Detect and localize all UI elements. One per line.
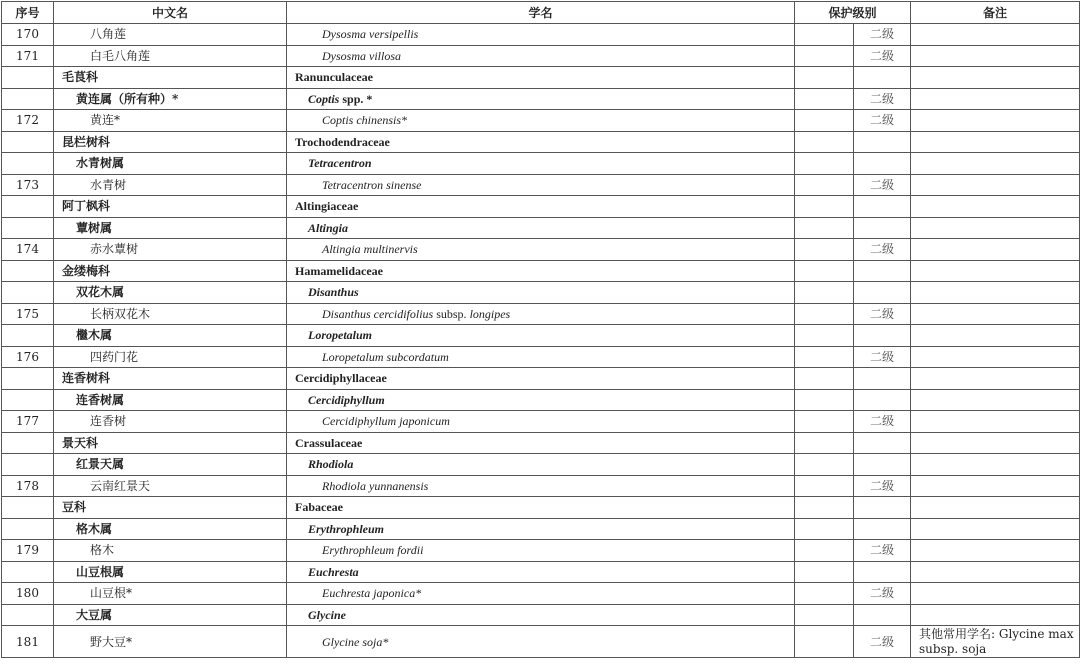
protection-level-2 <box>854 282 911 304</box>
chinese-name: 赤水蕈树 <box>54 239 287 261</box>
protection-level-1 <box>795 174 854 196</box>
protection-level-1 <box>795 432 854 454</box>
protection-level-1 <box>795 475 854 497</box>
header-protection-level: 保护级别 <box>795 2 911 24</box>
protection-level-2: 二级 <box>854 88 911 110</box>
row-number <box>2 325 54 347</box>
protection-level-1 <box>795 604 854 626</box>
chinese-name: 连香树科 <box>54 368 287 390</box>
protection-level-2 <box>854 454 911 476</box>
scientific-name-text: Hamamelidaceae <box>295 263 383 278</box>
protection-level-2: 二级 <box>854 174 911 196</box>
row-number <box>2 88 54 110</box>
chinese-name: 八角莲 <box>54 24 287 46</box>
table-row <box>2 88 1080 110</box>
remarks <box>911 239 1080 261</box>
row-number: 174 <box>2 239 54 261</box>
protection-level-2 <box>854 260 911 282</box>
row-number: 172 <box>2 110 54 132</box>
scientific-name-text: Trochodendraceae <box>295 134 390 149</box>
header-chinese-name: 中文名 <box>54 2 287 24</box>
row-number <box>2 454 54 476</box>
remarks <box>911 389 1080 411</box>
scientific-name-suffix: spp. * <box>339 91 373 106</box>
scientific-name-text: Cercidiphyllum <box>308 392 385 407</box>
protection-level-2: 二级 <box>854 626 911 658</box>
scientific-name-text: Crassulaceae <box>295 435 363 450</box>
scientific-name-text: Loropetalum <box>308 328 373 343</box>
protection-level-2 <box>854 497 911 519</box>
row-number <box>2 217 54 239</box>
table-row <box>2 174 1080 196</box>
remarks <box>911 217 1080 239</box>
table-row <box>2 497 1080 519</box>
remarks <box>911 518 1080 540</box>
scientific-name <box>287 389 795 411</box>
scientific-name <box>287 604 795 626</box>
scientific-name-text: Glycine <box>308 607 346 622</box>
table-row <box>2 239 1080 261</box>
row-number <box>2 497 54 519</box>
table-row <box>2 153 1080 175</box>
chinese-name: 蕈树属 <box>54 217 287 239</box>
scientific-name-text: Euchresta <box>308 564 359 579</box>
scientific-name-text: Cercidiphyllum japonicum <box>322 414 450 429</box>
chinese-name: 山豆根属 <box>54 561 287 583</box>
chinese-name: 水青树 <box>54 174 287 196</box>
remarks <box>911 540 1080 562</box>
table-row <box>2 583 1080 605</box>
table-row <box>2 217 1080 239</box>
table-row <box>2 475 1080 497</box>
protection-level-2 <box>854 325 911 347</box>
remarks <box>911 260 1080 282</box>
protection-level-2 <box>854 561 911 583</box>
table-row <box>2 454 1080 476</box>
table-row <box>2 110 1080 132</box>
remarks <box>911 346 1080 368</box>
chinese-name: 檵木属 <box>54 325 287 347</box>
protection-level-1 <box>795 454 854 476</box>
table-row <box>2 540 1080 562</box>
remarks <box>911 432 1080 454</box>
table-row <box>2 518 1080 540</box>
table-row <box>2 368 1080 390</box>
row-number <box>2 604 54 626</box>
protection-level-2: 二级 <box>854 583 911 605</box>
scientific-name-text: Dysosma versipellis <box>322 27 419 42</box>
table-row <box>2 325 1080 347</box>
chinese-name: 白毛八角莲 <box>54 45 287 67</box>
protection-level-1 <box>795 217 854 239</box>
protection-level-1 <box>795 411 854 433</box>
scientific-name-text: Disanthus <box>308 285 359 300</box>
scientific-name-infraspecific: longipes <box>469 306 511 321</box>
scientific-name-text: Altingia <box>308 220 349 235</box>
protection-level-2 <box>854 604 911 626</box>
scientific-name-text: Tetracentron sinense <box>322 177 422 192</box>
header-remarks: 备注 <box>911 2 1080 24</box>
protection-level-2 <box>854 153 911 175</box>
table-row <box>2 45 1080 67</box>
remarks <box>911 454 1080 476</box>
row-number <box>2 260 54 282</box>
scientific-name-text: Euchresta japonica* <box>322 586 422 601</box>
protection-level-1 <box>795 239 854 261</box>
chinese-name: 连香树 <box>54 411 287 433</box>
row-number: 173 <box>2 174 54 196</box>
protection-level-2: 二级 <box>854 110 911 132</box>
table-row <box>2 561 1080 583</box>
remarks <box>911 45 1080 67</box>
scientific-name-text: Erythrophleum <box>308 521 385 536</box>
protection-level-2: 二级 <box>854 45 911 67</box>
row-number <box>2 131 54 153</box>
chinese-name: 景天科 <box>54 432 287 454</box>
protection-level-1 <box>795 303 854 325</box>
protection-level-2: 二级 <box>854 475 911 497</box>
row-number <box>2 196 54 218</box>
protection-level-1 <box>795 153 854 175</box>
chinese-name: 格木属 <box>54 518 287 540</box>
remarks <box>911 561 1080 583</box>
protection-level-2 <box>854 518 911 540</box>
protection-level-1 <box>795 518 854 540</box>
scientific-name <box>287 24 795 46</box>
remarks <box>911 24 1080 46</box>
remarks <box>911 583 1080 605</box>
row-number: 175 <box>2 303 54 325</box>
remarks <box>911 604 1080 626</box>
scientific-name-text: Rhodiola <box>308 457 354 472</box>
scientific-name-text: Coptis chinensis* <box>322 113 408 128</box>
chinese-name: 红景天属 <box>54 454 287 476</box>
chinese-name: 金缕梅科 <box>54 260 287 282</box>
scientific-name <box>287 454 795 476</box>
scientific-name-text: Cercidiphyllaceae <box>295 371 387 386</box>
scientific-name <box>287 110 795 132</box>
protection-level-1 <box>795 389 854 411</box>
scientific-name-text: Ranunculaceae <box>295 70 373 85</box>
chinese-name: 水青树属 <box>54 153 287 175</box>
protection-level-1 <box>795 196 854 218</box>
table-row <box>2 346 1080 368</box>
scientific-name-text: Fabaceae <box>295 500 343 515</box>
row-number: 179 <box>2 540 54 562</box>
scientific-name <box>287 561 795 583</box>
scientific-name <box>287 282 795 304</box>
row-number <box>2 561 54 583</box>
table-row <box>2 604 1080 626</box>
chinese-name: 云南红景天 <box>54 475 287 497</box>
table-row <box>2 196 1080 218</box>
protection-level-2: 二级 <box>854 303 911 325</box>
chinese-name: 毛茛科 <box>54 67 287 89</box>
protection-level-1 <box>795 497 854 519</box>
scientific-name <box>287 217 795 239</box>
scientific-name <box>287 153 795 175</box>
table-row <box>2 67 1080 89</box>
protection-level-1 <box>795 110 854 132</box>
scientific-name <box>287 260 795 282</box>
remarks <box>911 411 1080 433</box>
remarks <box>911 174 1080 196</box>
row-number <box>2 389 54 411</box>
row-number <box>2 282 54 304</box>
row-number <box>2 518 54 540</box>
scientific-name-text: Glycine soja* <box>322 634 389 649</box>
row-number: 181 <box>2 626 54 658</box>
row-number: 178 <box>2 475 54 497</box>
protection-level-1 <box>795 260 854 282</box>
scientific-name-text: Altingiaceae <box>295 199 359 214</box>
protection-level-2 <box>854 432 911 454</box>
protection-level-2 <box>854 389 911 411</box>
remarks <box>911 497 1080 519</box>
protection-level-2 <box>854 131 911 153</box>
scientific-name-text: Altingia multinervis <box>322 242 418 257</box>
protection-level-2: 二级 <box>854 239 911 261</box>
protected-species-table <box>1 1 1080 658</box>
chinese-name: 格木 <box>54 540 287 562</box>
protection-level-2 <box>854 217 911 239</box>
chinese-name: 黄连属（所有种）* <box>54 88 287 110</box>
chinese-name: 昆栏树科 <box>54 131 287 153</box>
row-number: 176 <box>2 346 54 368</box>
scientific-name <box>287 88 795 110</box>
scientific-name-text: Dysosma villosa <box>322 48 401 63</box>
protection-level-1 <box>795 626 854 658</box>
scientific-name <box>287 325 795 347</box>
remarks <box>911 325 1080 347</box>
chinese-name: 阿丁枫科 <box>54 196 287 218</box>
remarks <box>911 153 1080 175</box>
protection-level-1 <box>795 88 854 110</box>
remarks <box>911 131 1080 153</box>
remarks <box>911 88 1080 110</box>
protection-level-1 <box>795 368 854 390</box>
protection-level-2 <box>854 67 911 89</box>
table-row <box>2 432 1080 454</box>
chinese-name: 长柄双花木 <box>54 303 287 325</box>
scientific-name <box>287 475 795 497</box>
remarks: 其他常用学名: Glycine max subsp. soja <box>911 626 1080 658</box>
scientific-name <box>287 131 795 153</box>
scientific-name <box>287 196 795 218</box>
remarks <box>911 196 1080 218</box>
scientific-name-text: Loropetalum subcordatum <box>322 349 449 364</box>
row-number <box>2 153 54 175</box>
protection-level-2: 二级 <box>854 24 911 46</box>
scientific-name <box>287 583 795 605</box>
protection-level-1 <box>795 561 854 583</box>
chinese-name: 野大豆* <box>54 626 287 658</box>
chinese-name: 山豆根* <box>54 583 287 605</box>
scientific-name-text: Coptis <box>308 91 340 106</box>
scientific-name <box>287 346 795 368</box>
scientific-name <box>287 67 795 89</box>
scientific-name <box>287 239 795 261</box>
remarks <box>911 368 1080 390</box>
protection-level-1 <box>795 325 854 347</box>
remarks <box>911 303 1080 325</box>
protection-level-2: 二级 <box>854 540 911 562</box>
header-number: 序号 <box>2 2 54 24</box>
scientific-name <box>287 497 795 519</box>
row-number: 170 <box>2 24 54 46</box>
protection-level-2 <box>854 196 911 218</box>
remarks <box>911 110 1080 132</box>
scientific-name-text: Rhodiola yunnanensis <box>322 478 429 493</box>
chinese-name: 双花木属 <box>54 282 287 304</box>
header-scientific-name: 学名 <box>287 2 795 24</box>
protection-level-1 <box>795 67 854 89</box>
remarks <box>911 475 1080 497</box>
scientific-name-text: Disanthus cercidifolius <box>322 306 434 321</box>
scientific-name <box>287 368 795 390</box>
row-number <box>2 432 54 454</box>
header-row <box>2 2 1080 24</box>
scientific-name <box>287 411 795 433</box>
chinese-name: 豆科 <box>54 497 287 519</box>
protection-level-1 <box>795 282 854 304</box>
protection-level-1 <box>795 583 854 605</box>
row-number: 177 <box>2 411 54 433</box>
chinese-name: 四药门花 <box>54 346 287 368</box>
table-row <box>2 260 1080 282</box>
protection-level-1 <box>795 131 854 153</box>
protection-level-2: 二级 <box>854 346 911 368</box>
table-row <box>2 282 1080 304</box>
chinese-name: 黄连* <box>54 110 287 132</box>
scientific-name-rank: subsp. <box>433 306 470 321</box>
row-number: 180 <box>2 583 54 605</box>
table-row <box>2 389 1080 411</box>
protection-level-2 <box>854 368 911 390</box>
remarks <box>911 67 1080 89</box>
table-row <box>2 303 1080 325</box>
scientific-name <box>287 432 795 454</box>
scientific-name <box>287 303 795 325</box>
protection-level-1 <box>795 24 854 46</box>
scientific-name <box>287 45 795 67</box>
table-row <box>2 626 1080 658</box>
row-number <box>2 368 54 390</box>
protection-level-2: 二级 <box>854 411 911 433</box>
protection-level-1 <box>795 346 854 368</box>
scientific-name-text: Tetracentron <box>308 156 372 171</box>
table-row <box>2 131 1080 153</box>
scientific-name-text: Erythrophleum fordii <box>322 543 424 558</box>
protection-level-1 <box>795 45 854 67</box>
table-row <box>2 411 1080 433</box>
remarks <box>911 282 1080 304</box>
row-number: 171 <box>2 45 54 67</box>
table-row <box>2 24 1080 46</box>
scientific-name <box>287 174 795 196</box>
row-number <box>2 67 54 89</box>
scientific-name <box>287 518 795 540</box>
chinese-name: 大豆属 <box>54 604 287 626</box>
table-body <box>2 24 1080 658</box>
chinese-name: 连香树属 <box>54 389 287 411</box>
scientific-name <box>287 626 795 658</box>
scientific-name <box>287 540 795 562</box>
protection-level-1 <box>795 540 854 562</box>
